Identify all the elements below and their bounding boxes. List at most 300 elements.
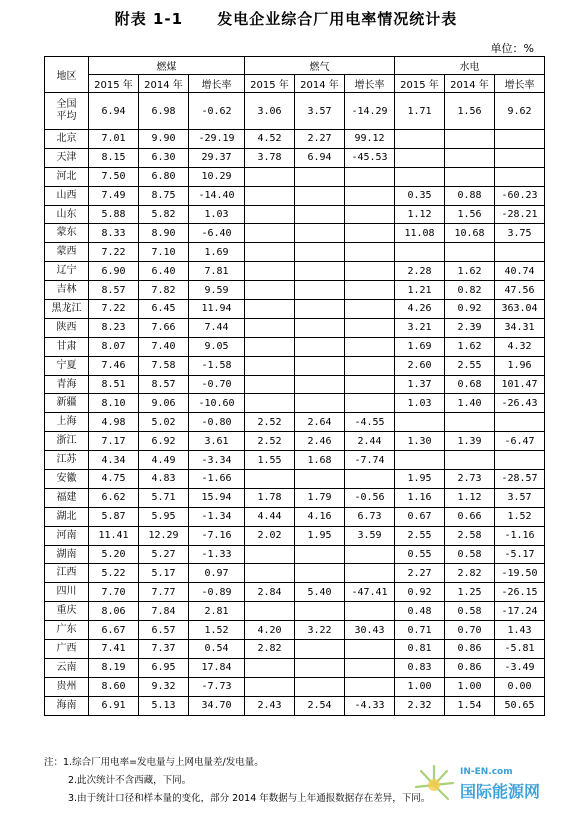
value-cell [295, 318, 345, 337]
value-cell: 11.41 [89, 526, 139, 545]
value-cell [295, 658, 345, 677]
value-cell: 5.71 [139, 488, 189, 507]
subheader-4: 2014 年 [295, 75, 345, 93]
value-cell: 7.82 [139, 281, 189, 300]
table-row [45, 243, 545, 262]
value-cell: 0.86 [445, 658, 495, 677]
value-cell: 7.77 [139, 583, 189, 602]
value-cell: 2.52 [245, 413, 295, 432]
value-cell: 6.95 [139, 658, 189, 677]
value-cell [295, 470, 345, 489]
table-row [45, 130, 545, 149]
subheader-0: 2015 年 [89, 75, 139, 93]
table-row [45, 413, 545, 432]
table-row [45, 375, 545, 394]
value-cell: 9.32 [139, 677, 189, 696]
value-cell: 0.54 [189, 640, 245, 659]
value-cell [395, 167, 445, 186]
title-code: 附表 1-1 [114, 10, 184, 28]
value-cell [295, 167, 345, 186]
value-cell: 34.31 [495, 318, 545, 337]
value-cell: -1.33 [189, 545, 245, 564]
value-cell: 3.06 [245, 93, 295, 130]
value-cell: 8.57 [139, 375, 189, 394]
value-cell: 6.40 [139, 262, 189, 281]
value-cell: 8.15 [89, 148, 139, 167]
value-cell [345, 602, 395, 621]
value-cell: 99.12 [345, 130, 395, 149]
value-cell: 7.17 [89, 432, 139, 451]
table-row [45, 526, 545, 545]
region-cell: 湖北 [45, 507, 89, 526]
region-cell: 蒙东 [45, 224, 89, 243]
value-cell: 5.13 [139, 696, 189, 715]
value-cell [345, 224, 395, 243]
value-cell: 8.57 [89, 281, 139, 300]
value-cell: 6.62 [89, 488, 139, 507]
value-cell: 8.07 [89, 337, 139, 356]
value-cell [295, 394, 345, 413]
value-cell: -14.29 [345, 93, 395, 130]
value-cell: 2.60 [395, 356, 445, 375]
region-cell: 广西 [45, 640, 89, 659]
value-cell: -26.43 [495, 394, 545, 413]
value-cell [445, 243, 495, 262]
value-cell: 7.81 [189, 262, 245, 281]
value-cell [295, 564, 345, 583]
table-row [45, 93, 545, 130]
value-cell: 1.39 [445, 432, 495, 451]
value-cell: 29.37 [189, 148, 245, 167]
value-cell: 7.22 [89, 243, 139, 262]
region-cell: 云南 [45, 658, 89, 677]
value-cell [245, 356, 295, 375]
value-cell: 4.83 [139, 470, 189, 489]
value-cell: -3.49 [495, 658, 545, 677]
table-row [45, 470, 545, 489]
value-cell [495, 243, 545, 262]
notes [44, 754, 430, 808]
table-row [45, 507, 545, 526]
value-cell: -45.53 [345, 148, 395, 167]
region-cell: 重庆 [45, 602, 89, 621]
value-cell: 5.95 [139, 507, 189, 526]
value-cell [395, 451, 445, 470]
value-cell: 1.12 [445, 488, 495, 507]
watermark-name: 国际能源网 [460, 782, 541, 801]
value-cell [245, 375, 295, 394]
value-cell: 6.67 [89, 621, 139, 640]
region-cell: 陕西 [45, 318, 89, 337]
value-cell: 1.03 [189, 205, 245, 224]
region-cell: 天津 [45, 148, 89, 167]
value-cell [395, 148, 445, 167]
value-cell: 0.92 [445, 300, 495, 319]
value-cell [345, 545, 395, 564]
value-cell: 6.94 [89, 93, 139, 130]
region-cell: 新疆 [45, 394, 89, 413]
value-cell [345, 300, 395, 319]
table-row [45, 318, 545, 337]
value-cell: 1.21 [395, 281, 445, 300]
value-cell: 1.68 [295, 451, 345, 470]
value-cell: 2.82 [445, 564, 495, 583]
value-cell: 5.22 [89, 564, 139, 583]
value-cell: 1.37 [395, 375, 445, 394]
value-cell: 0.92 [395, 583, 445, 602]
value-cell: 2.55 [395, 526, 445, 545]
subheader-3: 2015 年 [245, 75, 295, 93]
table-row [45, 394, 545, 413]
value-cell: -0.80 [189, 413, 245, 432]
value-cell [245, 300, 295, 319]
region-cell: 辽宁 [45, 262, 89, 281]
value-cell: 50.65 [495, 696, 545, 715]
value-cell: -6.47 [495, 432, 545, 451]
value-cell [295, 224, 345, 243]
value-cell: 1.56 [445, 205, 495, 224]
energy-burst-logo-icon [412, 763, 456, 807]
value-cell: 6.90 [89, 262, 139, 281]
value-cell: 0.68 [445, 375, 495, 394]
value-cell: -0.89 [189, 583, 245, 602]
value-cell: 8.19 [89, 658, 139, 677]
value-cell: -5.17 [495, 545, 545, 564]
region-cell: 四川 [45, 583, 89, 602]
title-text: 发电企业综合厂用电率情况统计表 [217, 10, 458, 28]
value-cell: 1.69 [395, 337, 445, 356]
value-cell: 7.22 [89, 300, 139, 319]
value-cell: 2.52 [245, 432, 295, 451]
subheader-8: 增长率 [495, 75, 545, 93]
value-cell: 4.16 [295, 507, 345, 526]
value-cell [245, 658, 295, 677]
value-cell [495, 130, 545, 149]
value-cell [345, 337, 395, 356]
region-cell: 河北 [45, 167, 89, 186]
table-row [45, 224, 545, 243]
value-cell: 7.01 [89, 130, 139, 149]
value-cell: 5.40 [295, 583, 345, 602]
subheader-1: 2014 年 [139, 75, 189, 93]
value-cell [495, 167, 545, 186]
value-cell: 4.52 [245, 130, 295, 149]
value-cell [295, 545, 345, 564]
region-cell: 全国 平均 [45, 93, 89, 130]
value-cell: -4.33 [345, 696, 395, 715]
region-cell: 黑龙江 [45, 300, 89, 319]
value-cell: 7.50 [89, 167, 139, 186]
value-cell: 1.62 [445, 337, 495, 356]
value-cell: 7.49 [89, 186, 139, 205]
value-cell [445, 148, 495, 167]
value-cell: 2.46 [295, 432, 345, 451]
value-cell [295, 356, 345, 375]
value-cell [295, 243, 345, 262]
table-row [45, 281, 545, 300]
value-cell [345, 470, 395, 489]
value-cell [245, 205, 295, 224]
value-cell: -7.74 [345, 451, 395, 470]
table-row [45, 205, 545, 224]
value-cell: 5.27 [139, 545, 189, 564]
value-cell: 8.90 [139, 224, 189, 243]
value-cell [295, 640, 345, 659]
value-cell: 40.74 [495, 262, 545, 281]
value-cell: 6.73 [345, 507, 395, 526]
region-cell: 山西 [45, 186, 89, 205]
table-row [45, 337, 545, 356]
subheader-2: 增长率 [189, 75, 245, 93]
table-row [45, 564, 545, 583]
value-cell [245, 224, 295, 243]
value-cell: 11.94 [189, 300, 245, 319]
value-cell: 2.27 [295, 130, 345, 149]
value-cell [345, 640, 395, 659]
value-cell [295, 262, 345, 281]
value-cell [245, 602, 295, 621]
value-cell [295, 205, 345, 224]
region-cell: 河南 [45, 526, 89, 545]
value-cell [245, 545, 295, 564]
value-cell: 2.82 [245, 640, 295, 659]
region-cell: 安徽 [45, 470, 89, 489]
value-cell: 7.44 [189, 318, 245, 337]
value-cell: 3.57 [495, 488, 545, 507]
value-cell: 7.84 [139, 602, 189, 621]
value-cell: 363.04 [495, 300, 545, 319]
value-cell [245, 318, 295, 337]
value-cell: 2.32 [395, 696, 445, 715]
table-row [45, 148, 545, 167]
table-row [45, 488, 545, 507]
value-cell [245, 394, 295, 413]
value-cell: 2.81 [189, 602, 245, 621]
value-cell: -6.40 [189, 224, 245, 243]
value-cell: -4.55 [345, 413, 395, 432]
value-cell [345, 356, 395, 375]
header-group-coal: 燃煤 [89, 57, 245, 75]
header-region: 地区 [45, 57, 89, 93]
value-cell: 0.58 [445, 602, 495, 621]
value-cell: 4.32 [495, 337, 545, 356]
value-cell [345, 262, 395, 281]
value-cell [445, 413, 495, 432]
value-cell: -1.34 [189, 507, 245, 526]
value-cell: 0.97 [189, 564, 245, 583]
value-cell [345, 375, 395, 394]
region-cell: 广东 [45, 621, 89, 640]
value-cell: 101.47 [495, 375, 545, 394]
note-3: 3.由于统计口径和样本量的变化，部分 2014 年数据与上年通报数据存在差异，下同。 [68, 793, 431, 804]
value-cell: 6.98 [139, 93, 189, 130]
value-cell [295, 300, 345, 319]
value-cell: 0.35 [395, 186, 445, 205]
value-cell: 6.92 [139, 432, 189, 451]
value-cell: 7.40 [139, 337, 189, 356]
table-row [45, 356, 545, 375]
value-cell [295, 602, 345, 621]
value-cell [345, 281, 395, 300]
value-cell [395, 243, 445, 262]
value-cell: 6.91 [89, 696, 139, 715]
value-cell: 9.59 [189, 281, 245, 300]
value-cell: 1.69 [189, 243, 245, 262]
page-title [0, 8, 572, 29]
value-cell: 3.75 [495, 224, 545, 243]
value-cell: 4.20 [245, 621, 295, 640]
value-cell [495, 451, 545, 470]
value-cell: 0.58 [445, 545, 495, 564]
value-cell: 3.59 [345, 526, 395, 545]
value-cell [245, 186, 295, 205]
value-cell: 6.80 [139, 167, 189, 186]
value-cell [295, 677, 345, 696]
region-cell: 蒙西 [45, 243, 89, 262]
value-cell: 1.79 [295, 488, 345, 507]
value-cell: 30.43 [345, 621, 395, 640]
value-cell: 5.82 [139, 205, 189, 224]
value-cell [445, 167, 495, 186]
value-cell: 9.06 [139, 394, 189, 413]
table-row [45, 696, 545, 715]
value-cell: 1.00 [395, 677, 445, 696]
value-cell: 12.29 [139, 526, 189, 545]
value-cell: 6.57 [139, 621, 189, 640]
value-cell: -19.50 [495, 564, 545, 583]
value-cell: 6.45 [139, 300, 189, 319]
region-cell: 山东 [45, 205, 89, 224]
header-group-hydro: 水电 [395, 57, 545, 75]
value-cell: 2.55 [445, 356, 495, 375]
value-cell: 8.33 [89, 224, 139, 243]
note-1: 注：1.综合厂用电率=发电量与上网电量差/发电量。 [44, 757, 264, 768]
value-cell [495, 413, 545, 432]
value-cell: -28.57 [495, 470, 545, 489]
value-cell: 6.94 [295, 148, 345, 167]
value-cell: 0.70 [445, 621, 495, 640]
value-cell: 4.98 [89, 413, 139, 432]
value-cell: 9.90 [139, 130, 189, 149]
region-cell: 北京 [45, 130, 89, 149]
value-cell: 1.30 [395, 432, 445, 451]
value-cell: 1.62 [445, 262, 495, 281]
value-cell [295, 281, 345, 300]
value-cell: 0.88 [445, 186, 495, 205]
value-cell [245, 677, 295, 696]
value-cell: 3.78 [245, 148, 295, 167]
value-cell [445, 451, 495, 470]
value-cell [345, 167, 395, 186]
value-cell: 2.44 [345, 432, 395, 451]
value-cell [295, 375, 345, 394]
value-cell: 15.94 [189, 488, 245, 507]
value-cell: 8.75 [139, 186, 189, 205]
value-cell: 10.29 [189, 167, 245, 186]
value-cell: 4.44 [245, 507, 295, 526]
value-cell: 8.60 [89, 677, 139, 696]
value-cell: 1.00 [445, 677, 495, 696]
value-cell: 0.48 [395, 602, 445, 621]
value-cell [245, 281, 295, 300]
table-row [45, 262, 545, 281]
value-cell: -5.81 [495, 640, 545, 659]
value-cell: 1.40 [445, 394, 495, 413]
value-cell [345, 205, 395, 224]
value-cell: -0.62 [189, 93, 245, 130]
table-row [45, 451, 545, 470]
value-cell: 0.86 [445, 640, 495, 659]
value-cell: 5.17 [139, 564, 189, 583]
value-cell: 1.52 [189, 621, 245, 640]
value-cell: -17.24 [495, 602, 545, 621]
subheader-7: 2014 年 [445, 75, 495, 93]
value-cell: 1.56 [445, 93, 495, 130]
value-cell: 1.78 [245, 488, 295, 507]
value-cell: 1.52 [495, 507, 545, 526]
value-cell: 47.56 [495, 281, 545, 300]
value-cell [345, 564, 395, 583]
value-cell: 0.71 [395, 621, 445, 640]
value-cell: -7.16 [189, 526, 245, 545]
value-cell: -47.41 [345, 583, 395, 602]
value-cell: 1.54 [445, 696, 495, 715]
value-cell: -0.70 [189, 375, 245, 394]
value-cell: -0.56 [345, 488, 395, 507]
value-cell: 2.02 [245, 526, 295, 545]
value-cell: -26.15 [495, 583, 545, 602]
value-cell: -1.66 [189, 470, 245, 489]
table-row [45, 640, 545, 659]
value-cell: 4.75 [89, 470, 139, 489]
value-cell: 7.10 [139, 243, 189, 262]
value-cell: 1.25 [445, 583, 495, 602]
value-cell: 1.71 [395, 93, 445, 130]
value-cell: 3.61 [189, 432, 245, 451]
value-cell [245, 470, 295, 489]
table-row [45, 621, 545, 640]
value-cell [345, 658, 395, 677]
value-cell: 2.84 [245, 583, 295, 602]
table-row [45, 432, 545, 451]
value-cell: 0.67 [395, 507, 445, 526]
watermark [412, 763, 562, 807]
value-cell: 7.37 [139, 640, 189, 659]
value-cell: 0.81 [395, 640, 445, 659]
value-cell [345, 186, 395, 205]
note-2: 2.此次统计不含西藏，下同。 [68, 775, 192, 786]
value-cell: -28.21 [495, 205, 545, 224]
region-cell: 宁夏 [45, 356, 89, 375]
value-cell: 0.55 [395, 545, 445, 564]
value-cell: 1.03 [395, 394, 445, 413]
region-cell: 青海 [45, 375, 89, 394]
value-cell [345, 243, 395, 262]
value-cell: 1.16 [395, 488, 445, 507]
value-cell: 34.70 [189, 696, 245, 715]
region-cell: 海南 [45, 696, 89, 715]
value-cell: 0.00 [495, 677, 545, 696]
value-cell [345, 318, 395, 337]
value-cell: 17.84 [189, 658, 245, 677]
subheader-6: 2015 年 [395, 75, 445, 93]
statistics-table [44, 56, 545, 716]
region-cell: 吉林 [45, 281, 89, 300]
value-cell: 5.20 [89, 545, 139, 564]
value-cell [495, 148, 545, 167]
value-cell: 9.05 [189, 337, 245, 356]
value-cell: 2.54 [295, 696, 345, 715]
